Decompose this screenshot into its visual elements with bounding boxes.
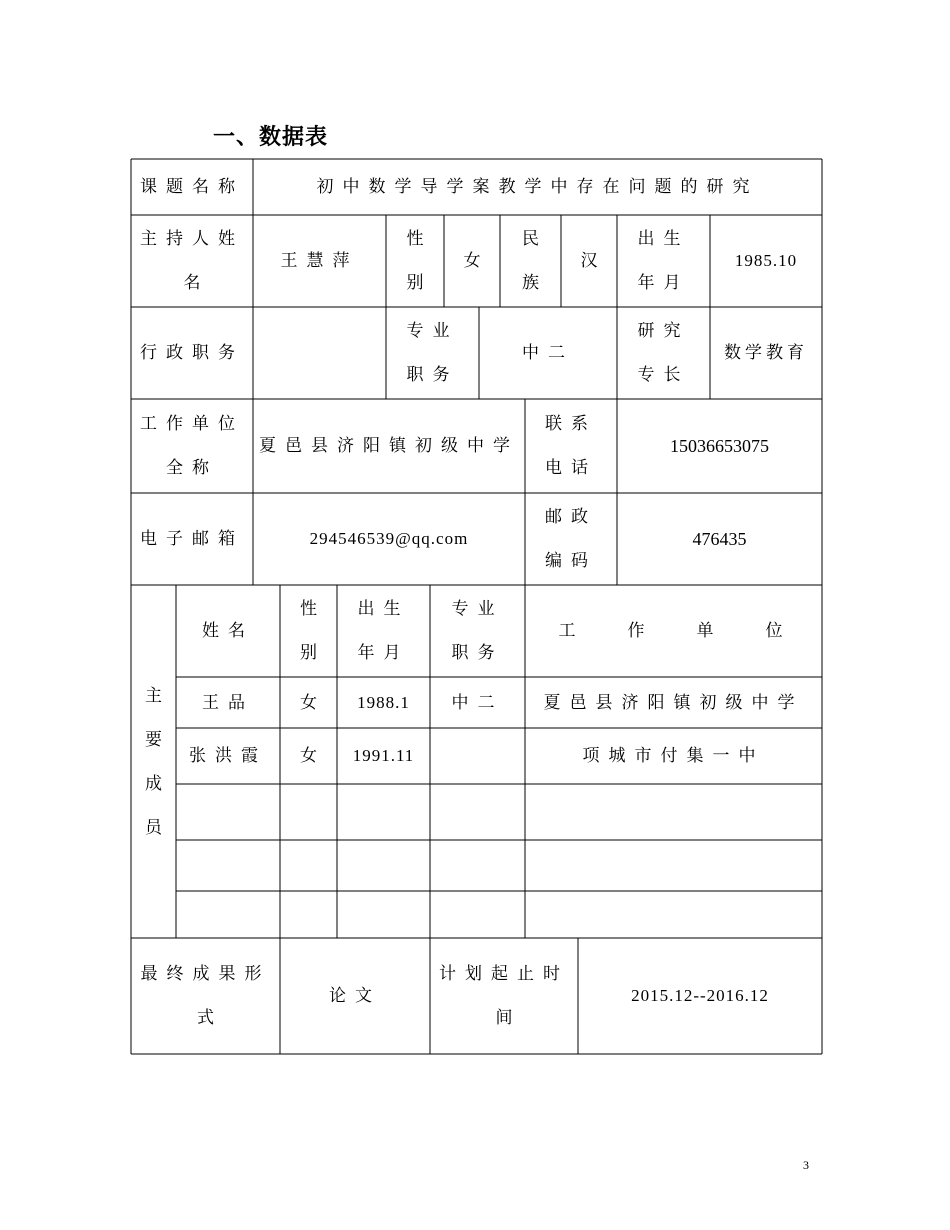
prof-title-label: 专业 职务 xyxy=(406,321,459,385)
member-gender xyxy=(280,784,337,840)
plan-time-label: 计划起止时 间 xyxy=(439,964,569,1028)
member-title xyxy=(430,891,525,938)
member-name: 王品 xyxy=(202,692,254,713)
member-name: 张洪霞 xyxy=(189,746,267,766)
research-value: 数学教育 xyxy=(724,343,808,363)
member-name xyxy=(176,840,280,891)
birth-value: 1985.10 xyxy=(734,251,798,270)
member-title xyxy=(430,784,525,840)
gender-label: 性 别 xyxy=(406,229,424,293)
host-name-label: 主持人姓 名 xyxy=(140,229,244,293)
col-birth-header: 出生 年月 xyxy=(357,599,410,663)
members-label: 主 要 成 员 xyxy=(145,685,162,838)
gender-value: 女 xyxy=(463,251,481,271)
member-gender xyxy=(280,891,337,938)
result-form-value: 论文 xyxy=(329,986,381,1006)
member-birth: 1991.11 xyxy=(352,746,415,765)
member-title xyxy=(430,728,525,784)
ethnicity-label: 民 族 xyxy=(522,229,539,293)
research-label: 研究 专长 xyxy=(637,321,690,385)
member-unit xyxy=(525,840,822,891)
work-unit-value: 夏邑县济阳镇初级中学 xyxy=(259,436,519,456)
member-gender xyxy=(280,840,337,891)
admin-post-value xyxy=(253,307,386,399)
project-name-label: 课题名称 xyxy=(140,177,244,197)
col-title-header: 专业 职务 xyxy=(451,599,504,663)
project-name-value: 初中数学导学案教学中存在问题的研究 xyxy=(316,177,759,197)
work-unit-label: 工作单位 全称 xyxy=(140,414,244,478)
email-value: 294546539@qq.com xyxy=(309,529,469,548)
postcode-label: 邮政 编码 xyxy=(545,507,597,571)
result-form-label: 最终成果形 式 xyxy=(140,964,271,1028)
prof-title-value: 中二 xyxy=(522,343,574,363)
postcode-value: 476435 xyxy=(692,529,747,549)
ethnicity-value: 汉 xyxy=(580,251,598,271)
member-unit: 夏邑县济阳镇初级中学 xyxy=(543,692,804,713)
member-title xyxy=(430,840,525,891)
admin-post-label: 行政职务 xyxy=(140,343,244,363)
phone-label: 联系 电话 xyxy=(545,414,597,478)
page-heading: 一、数据表 xyxy=(213,125,329,150)
member-gender: 女 xyxy=(300,746,317,766)
host-name-value: 王慧萍 xyxy=(280,251,359,271)
member-birth xyxy=(337,891,430,938)
member-unit xyxy=(525,784,822,840)
member-birth xyxy=(337,784,430,840)
member-gender: 女 xyxy=(300,692,317,713)
member-name xyxy=(176,891,280,938)
member-unit xyxy=(525,891,822,938)
birth-label: 出生 年月 xyxy=(637,229,690,293)
member-birth: 1988.1 xyxy=(357,692,410,712)
page-number: 3 xyxy=(803,1158,809,1172)
col-name-header: 姓名 xyxy=(202,621,254,641)
member-birth xyxy=(337,840,430,891)
member-name xyxy=(176,784,280,840)
col-unit-header: 工 作 单 位 xyxy=(558,621,789,641)
col-gender-header: 性 别 xyxy=(300,599,317,663)
member-unit: 项城市付集一中 xyxy=(582,746,765,766)
plan-time-value: 2015.12--2016.12 xyxy=(631,986,769,1005)
member-title: 中二 xyxy=(451,692,504,713)
email-label: 电子邮箱 xyxy=(140,529,244,549)
phone-value: 15036653075 xyxy=(670,436,769,456)
